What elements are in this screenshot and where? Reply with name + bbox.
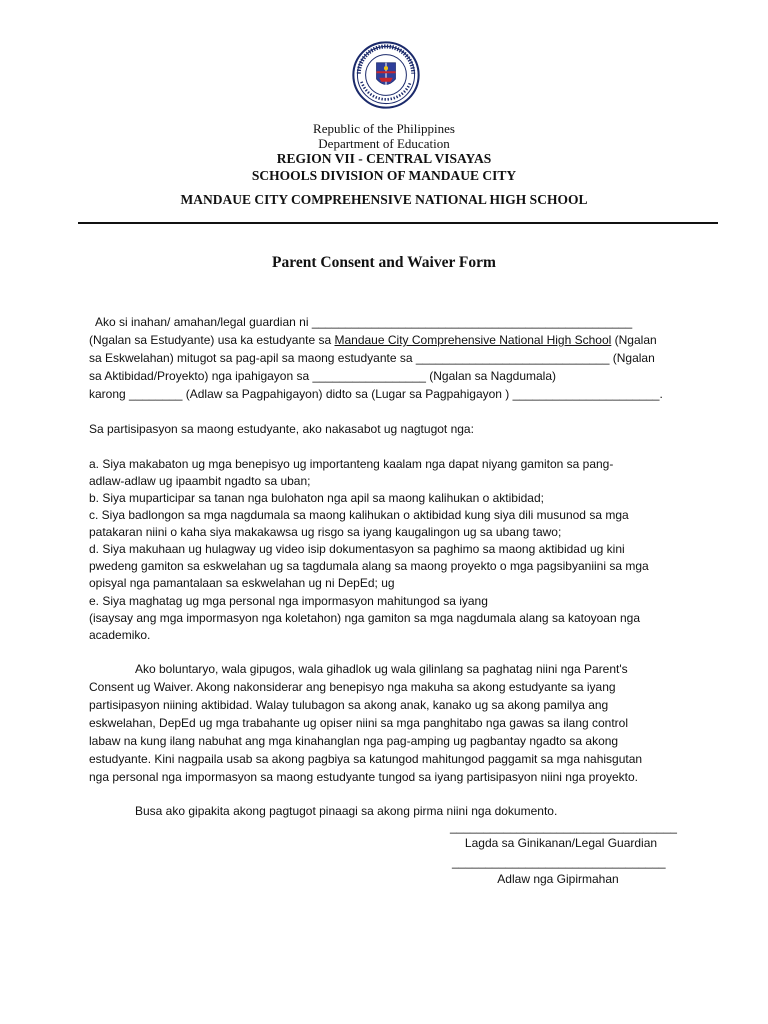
header-republic: Republic of the Philippines bbox=[313, 121, 455, 136]
item-e-line-2: (isaysay ang mga impormasyon nga koletahon) nga gamiton sa mga nagdumala alang sa katoyoan nga bbox=[89, 611, 641, 625]
consent-line-6: estudyante. Kini nagpaila usab sa akong pagbiya sa katungod mahitungod paggamit sa mga nahisgutan bbox=[89, 752, 643, 766]
date-signed-label: Adlaw nga Gipirmahan bbox=[497, 872, 619, 886]
item-d-line-2: pwedeng gamiton sa eskwelahan ug sa tagdumala alang sa maong proyekto o mga pagsibyaniini sa mga bbox=[89, 559, 649, 573]
item-c-line-2: patakaran niini o kaha siya makakawsa ug risgo sa iyang kaugalingon ug sa ubang tawo; bbox=[89, 525, 562, 539]
deped-seal-logo bbox=[352, 41, 420, 109]
intro-line-4: sa Aktibidad/Proyekto) nga ipahigayon sa _________________ (Ngalan sa Nagdumala) bbox=[89, 369, 556, 383]
consent-line-4: eskwelahan, DepEd ug mga trabahante ug opiser niini sa mga panghitabo nga gawas sa ilang control bbox=[89, 716, 629, 730]
header-division: SCHOOLS DIVISION OF MANDAUE CITY bbox=[251, 168, 517, 183]
guardian-signature-label: Lagda sa Ginikanan/Legal Guardian bbox=[464, 836, 658, 850]
intro-line-2c: (Ngalan bbox=[611, 333, 657, 347]
intro-line-5: karong ________ (Adlaw sa Pagpahigayon) didto sa (Lugar sa Pagpahigayon ) ______________________. bbox=[89, 387, 663, 401]
intro-line-1: Ako si inahan/ amahan/legal guardian ni ________________________________________________ bbox=[95, 315, 633, 329]
item-d-line-3: opisyal nga pamantalaan sa eskwelahan ug ni DepEd; ug bbox=[89, 576, 395, 590]
consent-line-5: labaw na kung ilang nabuhat ang mga kinahanglan nga pag-amping ug pagbantay ngadto sa akong bbox=[89, 734, 619, 748]
item-a-line-2: adlaw-adlaw ug ipaambit ngadto sa uban; bbox=[89, 474, 311, 488]
item-b-line-1: b. Siya muparticipar sa tanan nga bulohaton nga apil sa maong kalihukan o aktibidad; bbox=[89, 491, 544, 505]
item-c-line-1: c. Siya badlongon sa mga nagdumala sa maong kalihukan o aktibidad kung siya dili musunod sa mga bbox=[89, 508, 629, 522]
closing-statement: Busa ako gipakita akong pagtugot pinaagi sa akong pirma niini nga dokumento. bbox=[135, 804, 558, 818]
school-name-underlined: Mandaue City Comprehensive National High School bbox=[334, 333, 612, 347]
item-d-line-1: d. Siya makuhaan ug hulagway ug video isip dokumentasyon sa paghimo sa maong aktibidad ug kini bbox=[89, 542, 625, 556]
date-signed-line: ________________________________ bbox=[452, 855, 666, 869]
consent-line-1: Ako boluntaryo, wala gipugos, wala gihadlok ug wala gilinlang sa paghatag niini nga Parent's bbox=[135, 662, 628, 676]
guardian-signature-line: __________________________________ bbox=[450, 820, 677, 834]
item-a-line-1: a. Siya makabaton ug mga benepisyo ug importanteng kaalam nga dapat niyang gamiton sa pang- bbox=[89, 457, 614, 471]
intro-line-3: sa Eskwelahan) mitugot sa pag-apil sa maong estudyante sa _____________________________ (Ngalan bbox=[89, 351, 655, 365]
intro-line-2 bbox=[89, 331, 657, 349]
header-department: Department of Education bbox=[318, 136, 450, 151]
consent-line-2: Consent ug Waiver. Akong nakonsiderar ang benepisyo nga makuha sa akong estudyante sa iyang bbox=[89, 680, 616, 694]
consent-line-3: partisipasyon niining aktibidad. Walay tulubagon sa akong anak, kanako ug sa akong pamilya ang bbox=[89, 698, 609, 712]
form-title: Parent Consent and Waiver Form bbox=[272, 254, 496, 271]
intro-line-2a: (Ngalan sa Estudyante) usa ka estudyante sa bbox=[89, 333, 335, 347]
participation-intro: Sa partisipasyon sa maong estudyante, ako nakasabot ug nagtugot nga: bbox=[89, 422, 474, 436]
header-divider bbox=[78, 222, 718, 224]
header-region: REGION VII - CENTRAL VISAYAS bbox=[276, 151, 492, 166]
consent-line-7: nga personal nga impormasyon sa maong estudyante tungod sa iyang partisipasyon niini nga proyekto. bbox=[89, 770, 639, 784]
header-school: MANDAUE CITY COMPREHENSIVE NATIONAL HIGH SCHOOL bbox=[180, 192, 588, 207]
item-e-line-1: e. Siya maghatag ug mga personal nga impormasyon mahitungod sa iyang bbox=[89, 594, 488, 608]
item-e-line-3: academiko. bbox=[89, 628, 151, 642]
